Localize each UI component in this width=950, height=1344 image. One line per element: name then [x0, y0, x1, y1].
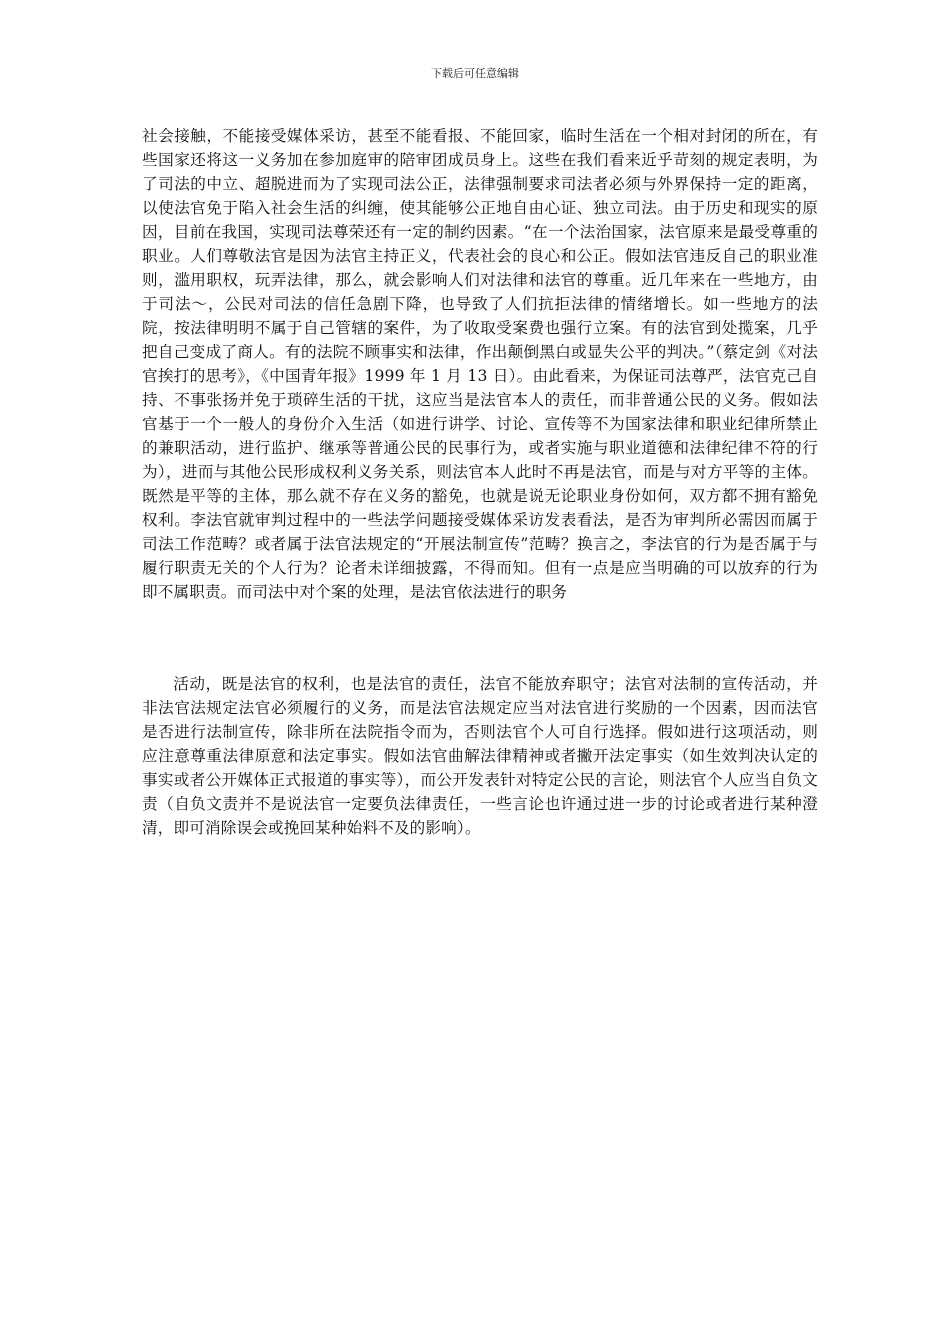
body-paragraph-1: 社会接触，不能接受媒体采访，甚至不能看报、不能回家，临时生活在一个相对封闭的所在，有些国家还将这一义务加在参加庭审的陪审团成员身上。这些在我们看来近乎苛刻的规定表明，为了司法的中立、超脱进而为了实现司法公正，法律强制要求司法者必须与外界保持一定的距离，以使法官免于陷入社会生活的纠缠，使其能够公正地自由心证、独立司法。由于历史和现实的原因，目前在我国，实现司法尊荣还有一定的制约因素。“在一个法治国家，法官原来是最受尊重的职业。人们尊敬法官是因为法官主持正义，代表社会的良心和公正。假如法官违反自己的职业准则，滥用职权，玩弄法律，那么，就会影响人们对法律和法官的尊重。近几年来在一些地方，由于司法～，公民对司法的信任急剧下降，也导致了人们抗拒法律的情绪增长。如一些地方的法院，按法律明明不属于自己管辖的案件，为了收取受案费也强行立案。有的法官到处揽案，几乎把自己变成了商人。有的法院不顾事实和法律，作出颠倒黑白或显失公平的判决。”（蔡定剑《对法官挨打的思考》，《中国青年报》1999 年 1 月 13 日）。由此看来，为保证司法尊严，法官克己自持、不事张扬并免于琐碎生活的干扰，这应当是法官本人的责任，而非普通公民的义务。假如法官基于一个一般人的身份介入生活（如进行讲学、讨论、宣传等不为国家法律和职业纪律所禁止的兼职活动，进行监护、继承等普通公民的民事行为，或者实施与职业道德和法律纪律不符的行为），进而与其他公民形成权利义务关系，则法官本人此时不再是法官，而是与对方平等的主体。既然是平等的主体，那么就不存在义务的豁免，也就是说无论职业身份如何，双方都不拥有豁免权利。李法官就审判过程中的一些法学问题接受媒体采访发表看法，是否为审判所必需因而属于司法工作范畴？或者属于法官法规定的“开展法制宣传”范畴？换言之，李法官的行为是否属于与履行职责无关的个人行为？论者未详细披露，不得而知。但有一点是应当明确的可以放弃的行为即不属职责。而司法中对个案的处理，是法官依法进行的职务	[142, 127, 818, 601]
body-paragraph-2: 活动，既是法官的权利，也是法官的责任，法官不能放弃职守；法官对法制的宣传活动，并非法官法规定法官必须履行的义务，而是法官法规定应当对法官进行奖励的一个因素，因而法官是否进行法制宣传，除非所在法院指令而为，否则法官个人可自行选择。假如进行这项活动，则应注意尊重法律原意和法定事实。假如法官曲解法律精神或者撇开法定事实（如生效判决认定的事实或者公开媒体正式报道的事实等），而公开发表针对特定公民的言论，则法官个人应当自负文责（自负文责并不是说法官一定要负法律责任，一些言论也许通过进一步的讨论或者进行某种澄清，即可消除误会或挽回某种始料不及的影响）。	[142, 675, 818, 837]
page-header-note: 下载后可任意编辑	[431, 67, 519, 80]
